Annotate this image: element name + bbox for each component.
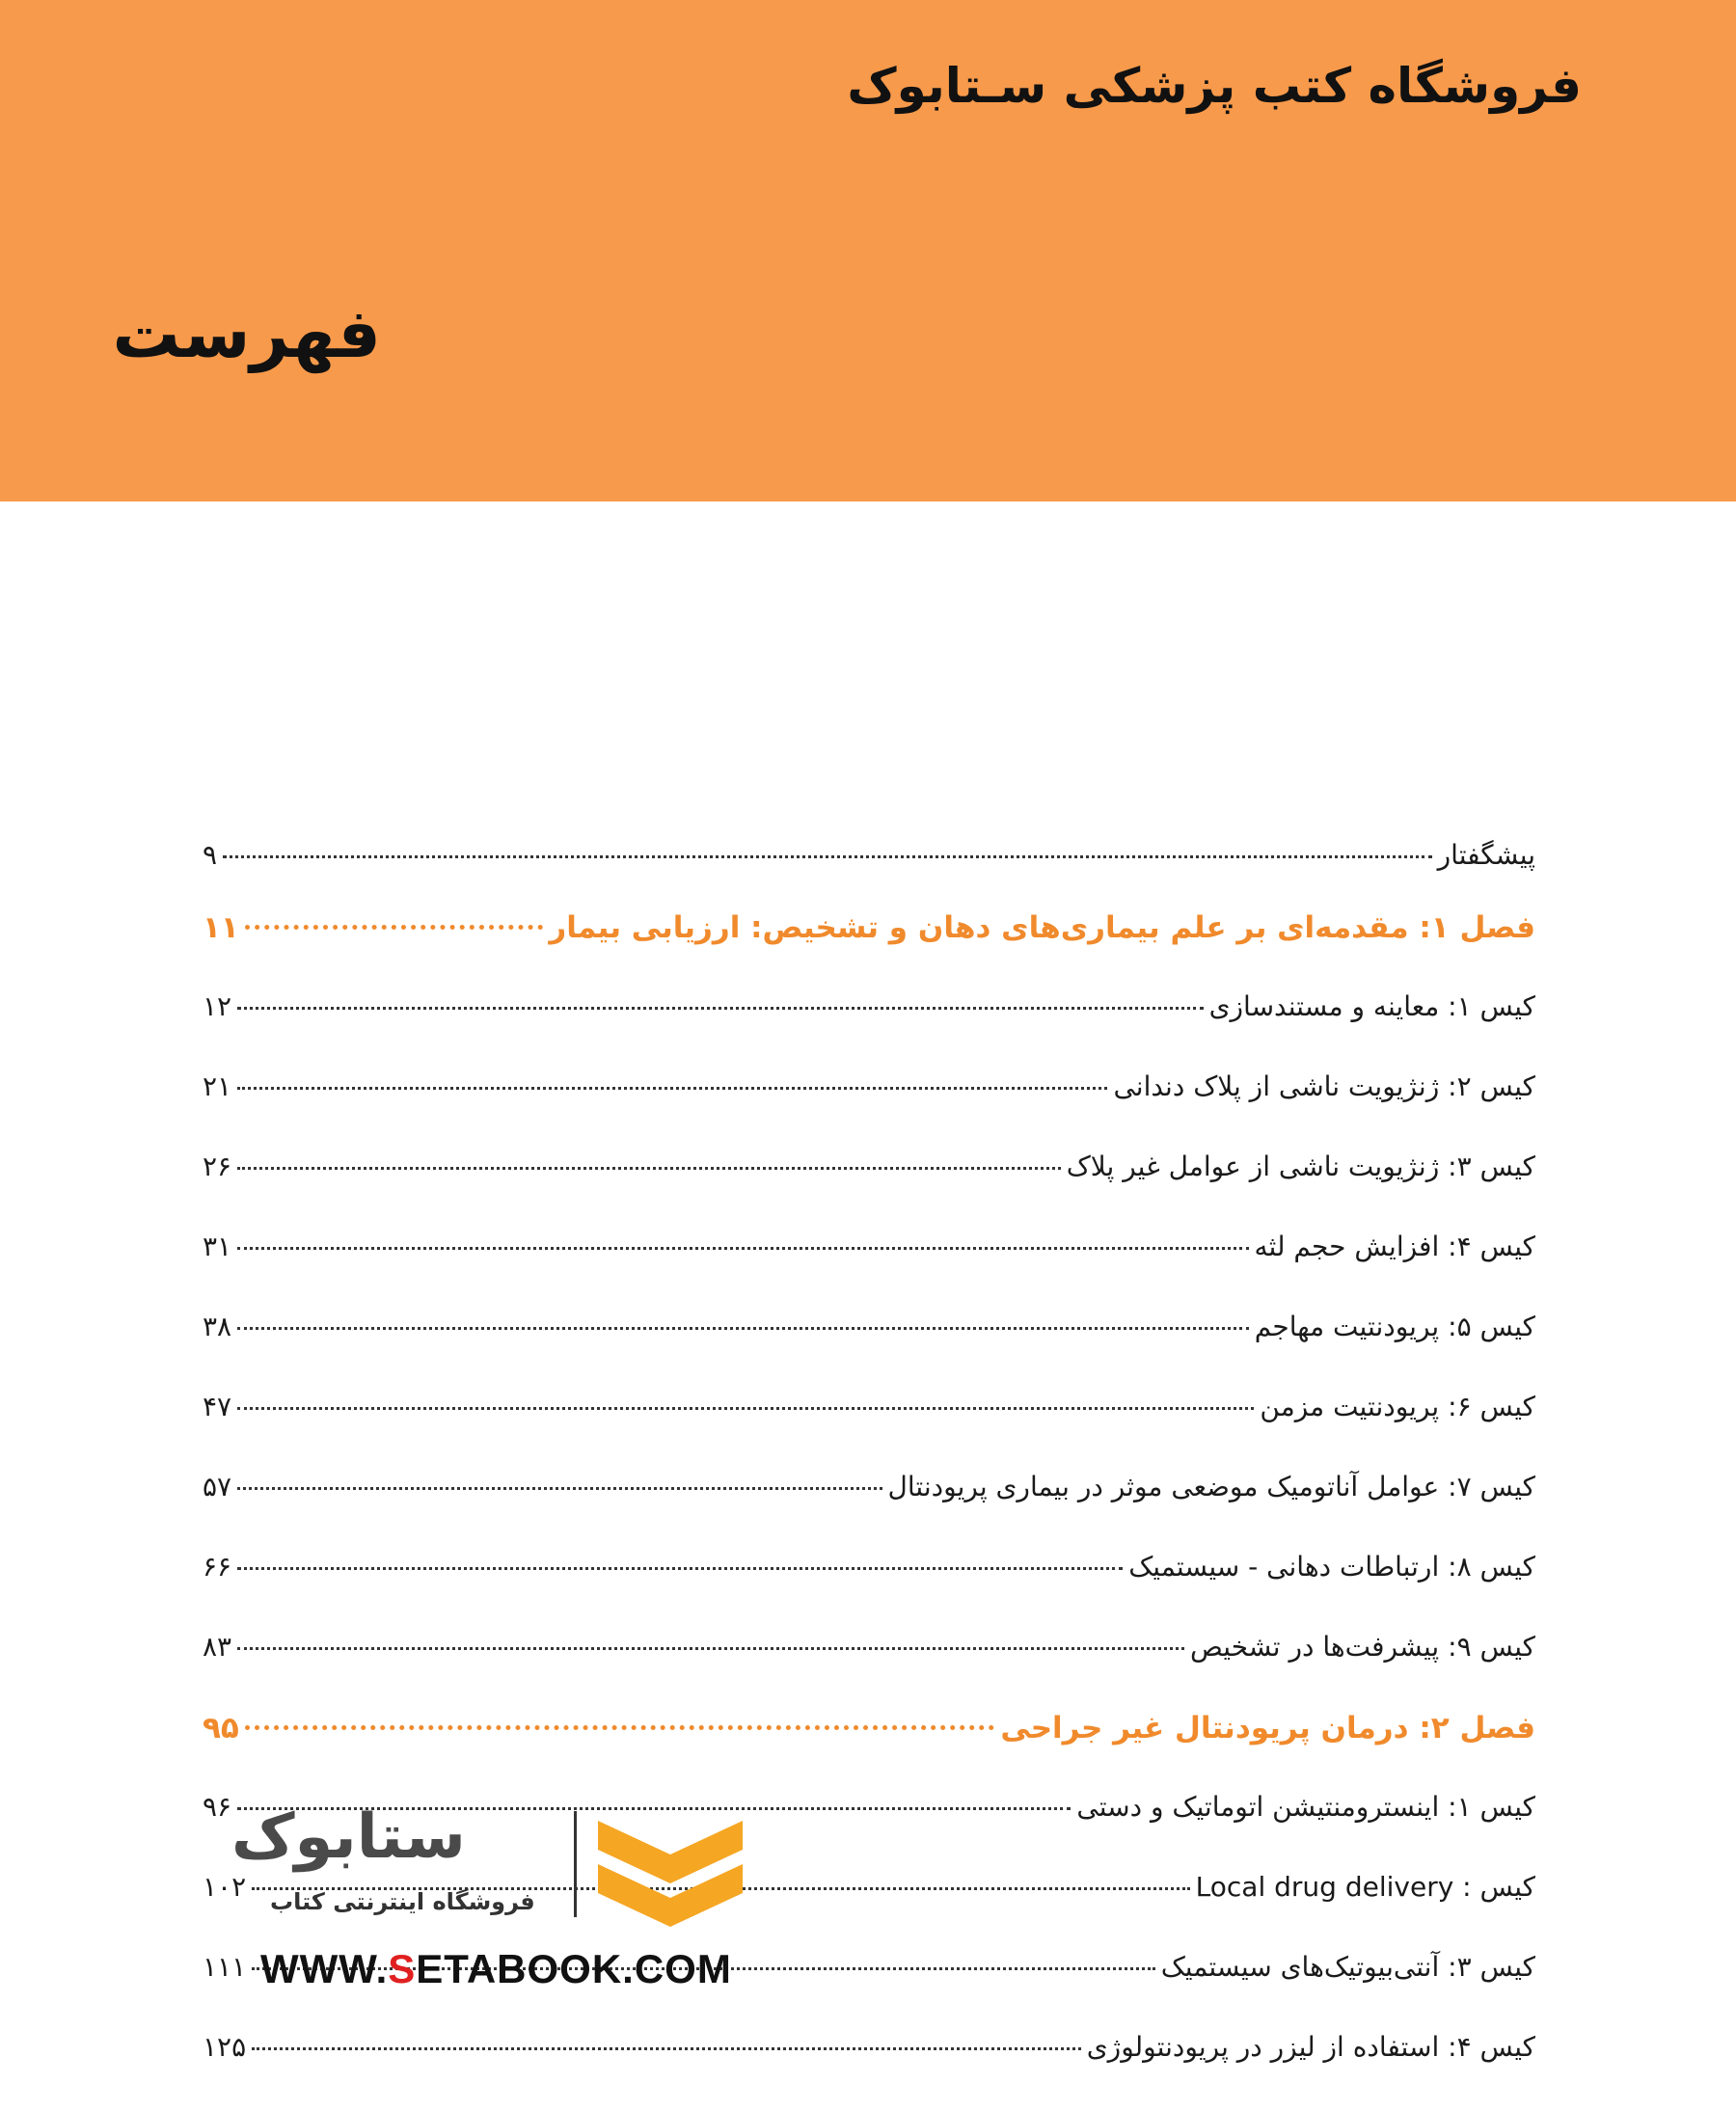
toc-label: کیس ۲: ژنژیویت ناشی از پلاک دندانی <box>1113 1070 1535 1102</box>
toc-page-number: ۹۵ <box>203 1711 239 1746</box>
book-chevron-icon <box>598 1811 743 1936</box>
toc-leader <box>237 1327 1249 1330</box>
toc-label: کیس : Local drug delivery <box>1195 1871 1535 1903</box>
toc-page-number: ۵۷ <box>203 1471 232 1502</box>
toc-page-number: ۱۱ <box>203 910 239 945</box>
toc-page-number: ۳۱ <box>203 1231 232 1262</box>
watermark-url-part: ETABOOK.COM <box>416 1946 732 1991</box>
toc-row[interactable] <box>203 2031 1535 2111</box>
toc-label: کیس ۹: پیشرفت‌ها در تشخیص <box>1189 1631 1535 1663</box>
toc-page-number: ۶۶ <box>203 1551 232 1583</box>
toc-label: کیس ۴: استفاده از لیزر در پریودنتولوژی <box>1086 2031 1535 2063</box>
toc-page-number: ۱۲۵ <box>203 2031 247 2063</box>
watermark-url <box>260 1946 732 1992</box>
toc-leader <box>237 1087 1107 1090</box>
toc-row[interactable] <box>203 839 1535 910</box>
toc-chapter-label: فصل ۲: درمان پریودنتال غیر جراحی <box>1000 1711 1535 1746</box>
toc-page-number: ۱۱۱ <box>203 1951 247 1983</box>
toc-leader <box>237 1247 1248 1250</box>
toc-page-number: ۸۳ <box>203 1631 232 1663</box>
toc-label: کیس ۷: عوامل آناتومیک موضعی موثر در بیماری پریودنتال <box>887 1471 1535 1502</box>
toc-label: کیس ۴: افزایش حجم لثه <box>1254 1231 1535 1262</box>
toc-page-number: ۱۰۲ <box>203 1871 247 1903</box>
toc-page-number: ۲۱ <box>203 1070 232 1102</box>
toc-row[interactable] <box>203 1231 1535 1311</box>
toc-row[interactable] <box>203 1391 1535 1471</box>
toc-leader <box>245 925 544 930</box>
toc-label: کیس ۵: پریودنتیت مهاجم <box>1254 1311 1535 1342</box>
toc-row[interactable] <box>203 1150 1535 1231</box>
watermark-url-accent: S <box>388 1946 417 1991</box>
watermark-logo-text: ستابوک <box>231 1801 466 1873</box>
toc-page-number: ۱۲ <box>203 990 232 1022</box>
toc-chapter-row[interactable] <box>203 1711 1535 1791</box>
toc-row[interactable] <box>203 1551 1535 1631</box>
toc-label: کیس ۱: معاینه و مستندسازی <box>1208 990 1535 1022</box>
toc-leader <box>237 1487 882 1490</box>
toc-label: کیس ۳: ژنژیویت ناشی از عوامل غیر پلاک <box>1066 1150 1535 1182</box>
toc-leader <box>237 1407 1254 1410</box>
toc-label: کیس ۱: اینسترومنتیشن اتوماتیک و دستی <box>1076 1791 1535 1823</box>
toc-chapter-row[interactable] <box>203 910 1535 990</box>
toc-label: کیس ۶: پریودنتیت مزمن <box>1260 1391 1535 1422</box>
toc-row[interactable] <box>203 1631 1535 1711</box>
toc-label: کیس ۳: آنتی‌بیوتیک‌های سیستمیک <box>1160 1951 1535 1983</box>
toc-row[interactable] <box>203 1311 1535 1391</box>
toc-leader <box>237 1167 1061 1170</box>
watermark-url-part: WWW. <box>260 1946 389 1991</box>
toc-page-number: ۹ <box>203 839 218 871</box>
store-title: فروشگاه کتب پزشکی سـتابوک <box>847 58 1582 114</box>
toc-page-number: ۳۸ <box>203 1311 232 1342</box>
toc-row[interactable] <box>203 1070 1535 1150</box>
toc-leader <box>237 1567 1123 1570</box>
toc-page-number: ۴۷ <box>203 1391 232 1422</box>
toc-page-number: ۹۶ <box>203 1791 232 1823</box>
toc-leader <box>237 1007 1204 1010</box>
setabook-watermark <box>231 1801 752 2014</box>
watermark-subtitle: فروشگاه اینترنتی کتاب <box>270 1888 535 1915</box>
toc-heading: فهرست <box>112 294 381 373</box>
toc-row[interactable] <box>203 990 1535 1070</box>
toc-leader <box>237 1647 1184 1650</box>
toc-leader <box>252 2047 1081 2050</box>
toc-label: پیشگفتار <box>1437 839 1535 871</box>
toc-leader <box>245 1725 994 1730</box>
watermark-divider <box>574 1811 577 1917</box>
toc-chapter-label: فصل ۱: مقدمه‌ای بر علم بیماری‌های دهان و تشخیص: ارزیابی بیمار <box>549 910 1535 945</box>
toc-label: کیس ۸: ارتباطات دهانی - سیستمیک <box>1128 1551 1535 1583</box>
toc-row[interactable] <box>203 1471 1535 1551</box>
toc-page-number: ۲۶ <box>203 1150 232 1182</box>
toc-leader <box>223 855 1432 858</box>
